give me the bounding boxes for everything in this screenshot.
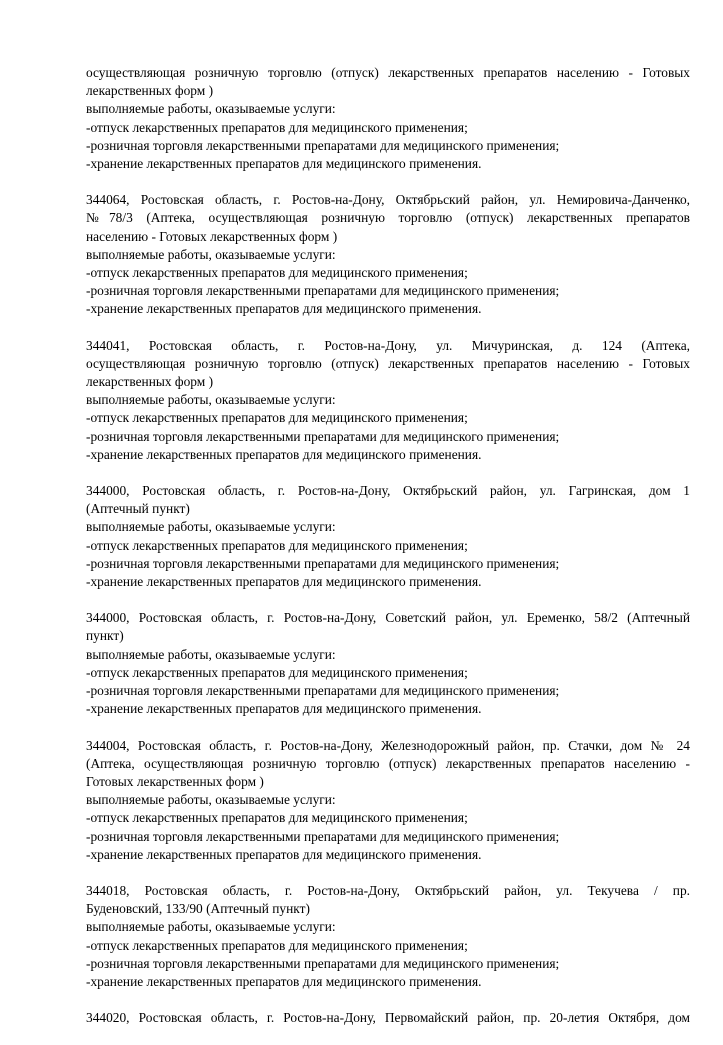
service-item: -хранение лекарственных препаратов для медицинского применения. [86, 701, 482, 717]
license-entry-4 [86, 482, 690, 591]
service-item: -хранение лекарственных препаратов для медицинского применения. [86, 446, 482, 462]
service-item: -хранение лекарственных препаратов для медицинского применения. [86, 301, 482, 317]
address-line: осуществляющая розничную торговлю (отпуск) лекарственных препаратов населению - Готовых [86, 355, 690, 371]
license-entry-3 [86, 337, 690, 464]
address-line: 344000, Ростовская область, г. Ростов-на-Дону, Советский район, ул. Еременко, 58/2 (Аптечный [86, 610, 690, 626]
address-line: (Аптека, осуществляющая розничную торговлю (отпуск) лекарственных препаратов населению - [86, 755, 690, 771]
license-entry-7 [86, 882, 690, 991]
license-entry-5 [86, 609, 690, 718]
service-item: -отпуск лекарственных препаратов для медицинского применения; [86, 410, 468, 426]
services-header: выполняемые работы, оказываемые услуги: [86, 246, 336, 262]
address-line: пункт) [86, 628, 124, 644]
address-line: 344018, Ростовская область, г. Ростов-на-Дону, Октябрьский район, ул. Текучева / пр. [86, 882, 690, 898]
license-entry-6 [86, 737, 690, 864]
address-line: населению - Готовых лекарственных форм ) [86, 228, 338, 244]
address-line: лекарственных форм ) [86, 83, 214, 99]
address-line: (Аптечный пункт) [86, 501, 190, 517]
service-item: -отпуск лекарственных препаратов для медицинского применения; [86, 265, 468, 281]
service-item: -розничная торговля лекарственными препаратами для медицинского применения; [86, 428, 560, 444]
address-line: лекарственных форм ) [86, 374, 214, 390]
services-header: выполняемые работы, оказываемые услуги: [86, 646, 336, 662]
service-item: -розничная торговля лекарственными препаратами для медицинского применения; [86, 283, 560, 299]
service-item: -хранение лекарственных препаратов для медицинского применения. [86, 574, 482, 590]
services-header: выполняемые работы, оказываемые услуги: [86, 392, 336, 408]
document-page [86, 64, 690, 1045]
service-item: -отпуск лекарственных препаратов для медицинского применения; [86, 810, 468, 826]
services-header: выполняемые работы, оказываемые услуги: [86, 792, 336, 808]
license-entry-2 [86, 191, 690, 318]
license-entry-8 [86, 1009, 690, 1027]
address-line: Готовых лекарственных форм ) [86, 773, 264, 789]
address-line: Буденовский, 133/90 (Аптечный пункт) [86, 901, 310, 917]
address-line: 344041, Ростовская область, г. Ростов-на-Дону, ул. Мичуринская, д. 124 (Аптека, [86, 337, 690, 353]
service-item: -розничная торговля лекарственными препаратами для медицинского применения; [86, 137, 560, 153]
service-item: -розничная торговля лекарственными препаратами для медицинского применения; [86, 955, 560, 971]
services-header: выполняемые работы, оказываемые услуги: [86, 519, 336, 535]
service-item: -розничная торговля лекарственными препаратами для медицинского применения; [86, 828, 560, 844]
service-item: -отпуск лекарственных препаратов для медицинского применения; [86, 119, 468, 135]
address-line: №78/3 (Аптека, осуществляющая розничную торговлю (отпуск) лекарственных препаратов [86, 210, 690, 226]
address-line: осуществляющая розничную торговлю (отпуск) лекарственных препаратов населению - Готовых [86, 65, 690, 80]
license-entry-1 [86, 64, 690, 173]
service-item: -розничная торговля лекарственными препаратами для медицинского применения; [86, 555, 560, 571]
service-item: -розничная торговля лекарственными препаратами для медицинского применения; [86, 683, 560, 699]
service-item: -отпуск лекарственных препаратов для медицинского применения; [86, 537, 468, 553]
address-line: 344064, Ростовская область, г. Ростов-на-Дону, Октябрьский район, ул. Немировича-Данченко, [86, 192, 690, 208]
services-header: выполняемые работы, оказываемые услуги: [86, 101, 336, 117]
service-item: -хранение лекарственных препаратов для медицинского применения. [86, 973, 482, 989]
service-item: -хранение лекарственных препаратов для медицинского применения. [86, 846, 482, 862]
address-line: 344000, Ростовская область, г. Ростов-на-Дону, Октябрьский район, ул. Гагринская, дом 1 [86, 483, 690, 499]
service-item: -отпуск лекарственных препаратов для медицинского применения; [86, 937, 468, 953]
service-item: -хранение лекарственных препаратов для медицинского применения. [86, 156, 482, 172]
services-header: выполняемые работы, оказываемые услуги: [86, 919, 336, 935]
address-line: 344004, Ростовская область, г. Ростов-на-Дону, Железнодорожный район, пр. Стачки, дом № 24 [86, 737, 690, 753]
address-line: 344020, Ростовская область, г. Ростов-на-Дону, Первомайский район, пр. 20-летия Октября, дом [86, 1010, 690, 1026]
service-item: -отпуск лекарственных препаратов для медицинского применения; [86, 664, 468, 680]
